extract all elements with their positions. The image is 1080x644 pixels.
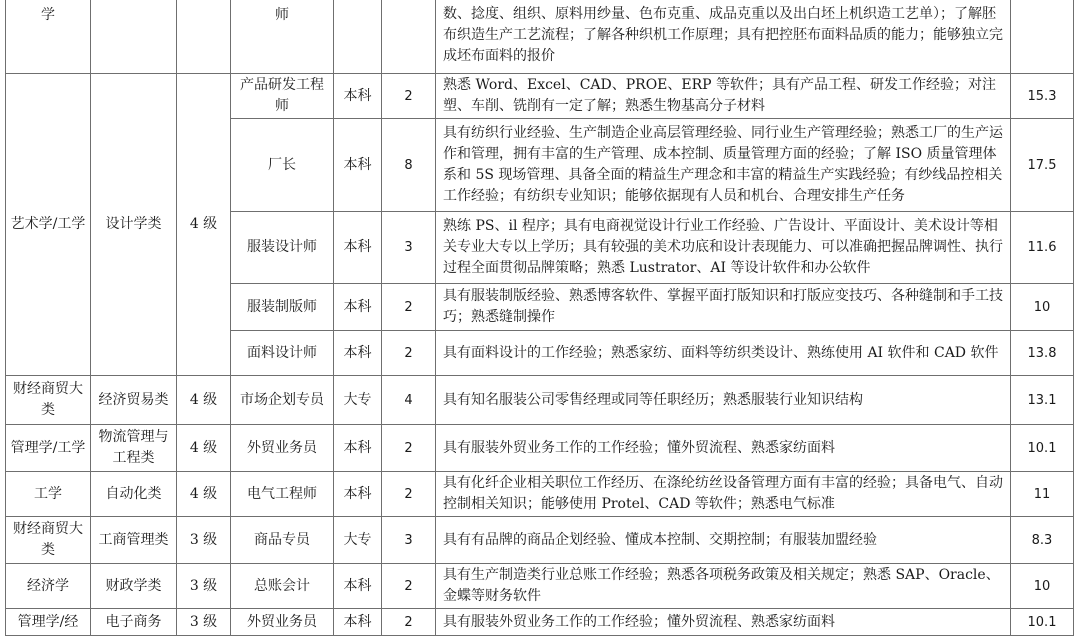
count-cell: 8	[382, 119, 436, 212]
salary-cell: 13.8	[1011, 331, 1074, 376]
job-cell: 服装设计师	[231, 212, 334, 284]
subject-cell: 物流管理与工程类	[91, 425, 177, 472]
category-cell: 管理学/经	[6, 609, 91, 636]
degree-cell: 本科	[334, 284, 382, 331]
salary-cell: 17.5	[1011, 119, 1074, 212]
level-cell: 4 级	[177, 376, 231, 425]
degree-cell: 本科	[334, 609, 382, 636]
count-cell: 2	[382, 425, 436, 472]
count-cell: 4	[382, 376, 436, 425]
requirement-cell: 数、捻度、组织、原料用纱量、色布克重、成品克重以及出白坯上机织造工艺单）；了解胚布织造生产工艺流程；了解各种织机工作原理；具有把控胚布面料品质的能力；能够独立完成坯布面料的报价	[436, 0, 1011, 74]
salary-cell: 11.6	[1011, 212, 1074, 284]
requirement-cell: 具有面料设计的工作经验；熟悉家纺、面料等纺织类设计、熟练使用 AI 软件和 CAD 软件	[436, 331, 1011, 376]
requirement-cell: 具有化纤企业相关职位工作经历、在涤纶纺丝设备管理方面有丰富的经验；具备电气、自动控制相关知识；能够使用 Protel、CAD 等软件；熟悉电气标准	[436, 472, 1011, 517]
table-row	[6, 376, 1074, 425]
degree-cell: 本科	[334, 472, 382, 517]
job-cell: 厂长	[231, 119, 334, 212]
level-cell: 4 级	[177, 472, 231, 517]
requirement-cell: 熟练 PS、il 程序；具有电商视觉设计行业工作经验、广告设计、平面设计、美术设计等相关专业大专以上学历；具有较强的美术功底和设计表现能力、可以准确把握品牌调性、执行过程全面贯彻品牌策略；熟悉 Lustrator、AI 等设计软件和办公软件	[436, 212, 1011, 284]
category-cell: 管理学/工学	[6, 425, 91, 472]
salary-cell: 11	[1011, 472, 1074, 517]
table-row	[6, 472, 1074, 517]
table-row	[6, 0, 1074, 74]
level-cell: 3 级	[177, 517, 231, 564]
category-cell: 艺术学/工学	[6, 74, 91, 376]
count-cell: 2	[382, 609, 436, 636]
level-cell: 4 级	[177, 74, 231, 376]
count-cell: 3	[382, 212, 436, 284]
subject-cell: 电子商务	[91, 609, 177, 636]
requirement-cell: 具有有品牌的商品企划经验、懂成本控制、交期控制；有服装加盟经验	[436, 517, 1011, 564]
job-cell: 师	[231, 0, 334, 74]
degree-cell: 本科	[334, 212, 382, 284]
subject-cell: 自动化类	[91, 472, 177, 517]
degree-cell	[334, 0, 382, 74]
salary-cell	[1011, 0, 1074, 74]
requirement-cell: 具有服装制版经验、熟悉博客软件、掌握平面打版知识和打版应变技巧、各种缝制和手工技巧；熟悉缝制操作	[436, 284, 1011, 331]
count-cell: 3	[382, 517, 436, 564]
table-row	[6, 564, 1074, 609]
category-cell: 财经商贸大类	[6, 517, 91, 564]
count-cell	[382, 0, 436, 74]
degree-cell: 本科	[334, 74, 382, 119]
level-cell: 3 级	[177, 609, 231, 636]
table-row	[6, 74, 1074, 119]
job-cell: 外贸业务员	[231, 425, 334, 472]
degree-cell: 大专	[334, 517, 382, 564]
subject-cell: 财政学类	[91, 564, 177, 609]
job-cell: 服装制版师	[231, 284, 334, 331]
job-cell: 总账会计	[231, 564, 334, 609]
subject-cell: 设计学类	[91, 74, 177, 376]
requirement-cell: 具有纺织行业经验、生产制造企业高层管理经验、同行业生产管理经验；熟悉工厂的生产运作和管理，拥有丰富的生产管理、成本控制、质量管理方面的经验；了解 ISO 质量管理体系和 5S 现场管理、具备全面的精益生产理念和丰富的精益生产实践经验；有纱线品控相关工作经验；有纺织专业知识；能够依据现有人员和机台、合理安排生产任务	[436, 119, 1011, 212]
salary-cell: 10	[1011, 564, 1074, 609]
degree-cell: 本科	[334, 425, 382, 472]
level-cell: 4 级	[177, 425, 231, 472]
category-cell: 学	[6, 0, 91, 74]
salary-cell: 13.1	[1011, 376, 1074, 425]
count-cell: 2	[382, 472, 436, 517]
category-cell: 经济学	[6, 564, 91, 609]
degree-cell: 本科	[334, 119, 382, 212]
talent-demand-table	[5, 0, 1074, 636]
subject-cell: 工商管理类	[91, 517, 177, 564]
job-cell: 市场企划专员	[231, 376, 334, 425]
job-cell: 电气工程师	[231, 472, 334, 517]
requirement-cell: 熟悉 Word、Excel、CAD、PROE、ERP 等软件；具有产品工程、研发工作经验；对注塑、车削、铣削有一定了解；熟悉生物基高分子材料	[436, 74, 1011, 119]
subject-cell	[91, 0, 177, 74]
level-cell	[177, 0, 231, 74]
count-cell: 2	[382, 284, 436, 331]
table-row	[6, 517, 1074, 564]
table-row	[6, 609, 1074, 636]
salary-cell: 15.3	[1011, 74, 1074, 119]
salary-cell: 8.3	[1011, 517, 1074, 564]
category-cell: 财经商贸大类	[6, 376, 91, 425]
job-cell: 外贸业务员	[231, 609, 334, 636]
degree-cell: 本科	[334, 564, 382, 609]
count-cell: 2	[382, 564, 436, 609]
degree-cell: 本科	[334, 331, 382, 376]
requirement-cell: 具有服装外贸业务工作的工作经验；懂外贸流程、熟悉家纺面料	[436, 609, 1011, 636]
salary-cell: 10.1	[1011, 609, 1074, 636]
salary-cell: 10.1	[1011, 425, 1074, 472]
table-row	[6, 425, 1074, 472]
subject-cell: 经济贸易类	[91, 376, 177, 425]
count-cell: 2	[382, 331, 436, 376]
job-cell: 面料设计师	[231, 331, 334, 376]
requirement-cell: 具有服装外贸业务工作的工作经验；懂外贸流程、熟悉家纺面料	[436, 425, 1011, 472]
job-cell: 商品专员	[231, 517, 334, 564]
job-cell: 产品研发工程师	[231, 74, 334, 119]
requirement-cell: 具有知名服装公司零售经理或同等任职经历；熟悉服装行业知识结构	[436, 376, 1011, 425]
category-cell: 工学	[6, 472, 91, 517]
degree-cell: 大专	[334, 376, 382, 425]
count-cell: 2	[382, 74, 436, 119]
level-cell: 3 级	[177, 564, 231, 609]
requirement-cell: 具有生产制造类行业总账工作经验；熟悉各项税务政策及相关规定；熟悉 SAP、Oracle、金蝶等财务软件	[436, 564, 1011, 609]
salary-cell: 10	[1011, 284, 1074, 331]
